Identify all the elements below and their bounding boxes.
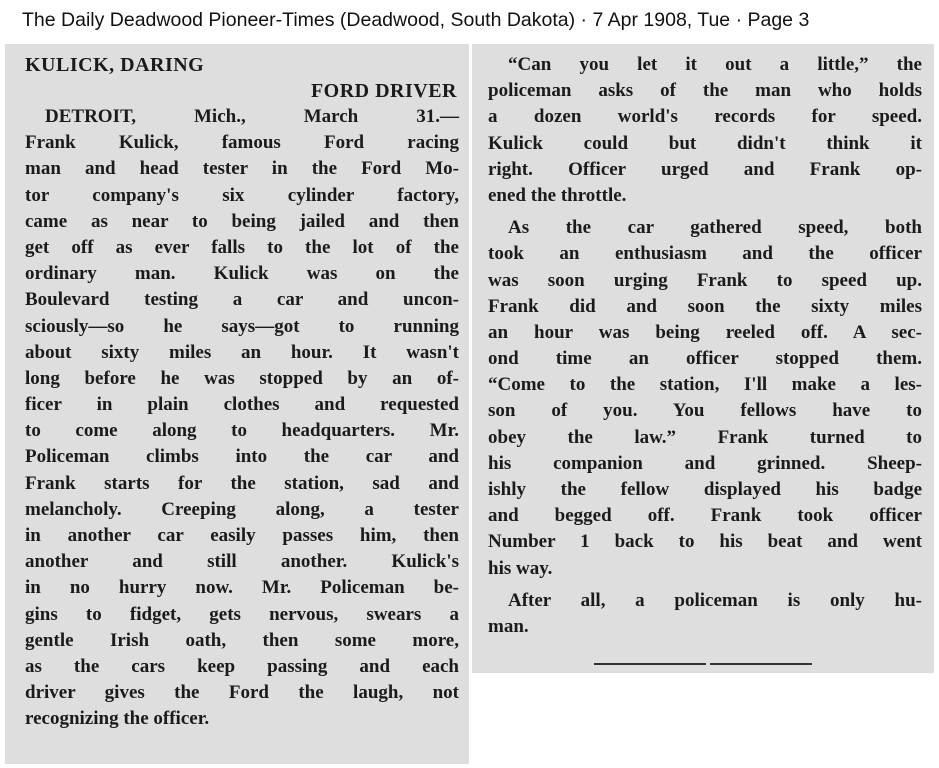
text-line: ond time an officer stopped them.	[488, 348, 922, 370]
headline-ford-driver: FORD DRIVER	[310, 80, 457, 102]
text-line: gentle Irish oath, then some more,	[25, 629, 459, 651]
text-line: another and still another. Kulick's	[25, 551, 459, 573]
text-line: tor company's six cylinder factory,	[25, 184, 459, 206]
text-line: in another car easily passes him, then	[25, 525, 459, 546]
text-line: As the car gathered speed, both	[508, 217, 922, 239]
text-line: policeman asks of the man who holds	[488, 80, 922, 102]
text-line: was soon urging Frank to speed up.	[488, 269, 922, 291]
text-line: an hour was being reeled off. A sec-	[488, 321, 922, 343]
text-line: Policeman climbs into the car and	[25, 446, 459, 468]
text-line: in no hurry now. Mr. Policeman be-	[25, 577, 459, 599]
text-line: ened the throttle.	[488, 184, 627, 206]
text-line: After all, a policeman is only hu-	[508, 589, 922, 611]
text-line: melancholy. Creeping along, a tester	[25, 498, 459, 520]
text-line: DETROIT, Mich., March 31.—	[45, 106, 459, 127]
text-line: and begged off. Frank took officer	[488, 505, 922, 527]
text-line: came as near to being jailed and then	[25, 210, 459, 232]
end-rule-left	[594, 663, 706, 665]
headline-kulick-daring: KULICK, DARING	[25, 54, 205, 76]
source-text: The Daily Deadwood Pioneer-Times (Deadwood, South Dakota) · 7 Apr 1908, Tue · Page 3	[22, 9, 810, 31]
text-line: get off as ever falls to the lot of the	[25, 236, 459, 258]
text-line: man.	[488, 615, 529, 637]
text-line: Boulevard testing a car and uncon-	[25, 289, 459, 311]
text-line: about sixty miles an hour. It wasn't	[25, 341, 459, 363]
text-line: Frank starts for the station, sad and	[25, 472, 459, 494]
text-line: gins to fidget, gets nervous, swears a	[25, 603, 459, 625]
text-line: long before he was stopped by an of-	[25, 367, 459, 389]
article-right-column	[472, 44, 934, 673]
text-line: sciously—so he says—got to running	[25, 315, 459, 337]
text-line: Frank did and soon the sixty miles	[488, 295, 922, 317]
clipping-source-header	[0, 0, 939, 40]
text-line: recognizing the officer.	[25, 708, 210, 730]
text-line: Number 1 back to his beat and went	[488, 531, 922, 553]
text-line: to come along to headquarters. Mr.	[25, 420, 459, 442]
text-line: driver gives the Ford the laugh, not	[25, 682, 459, 704]
paragraph-after-all	[488, 588, 922, 640]
text-line: “Can you let it out a little,” the	[508, 54, 922, 75]
text-line: ficer in plain clothes and requested	[25, 394, 459, 416]
paragraph-gathered-speed	[488, 215, 922, 582]
text-line: son of you. You fellows have to	[488, 400, 922, 422]
text-line: Frank Kulick, famous Ford racing	[25, 132, 459, 154]
text-line: his way.	[488, 557, 553, 579]
text-line: Kulick could but didn't think it	[488, 132, 922, 154]
text-line: a dozen world's records for speed.	[488, 106, 922, 128]
article-left-column	[5, 44, 469, 764]
text-line: his companion and grinned. Sheep-	[488, 452, 922, 474]
text-line: took an enthusiasm and the officer	[488, 243, 922, 265]
text-line: ishly the fellow displayed his badge	[488, 479, 922, 500]
article-body-left	[25, 104, 459, 733]
text-line: obey the law.” Frank turned to	[488, 426, 922, 448]
text-line: as the cars keep passing and each	[25, 655, 459, 677]
end-rule-right	[710, 663, 812, 665]
text-line: ordinary man. Kulick was on the	[25, 263, 459, 285]
text-line: man and head tester in the Ford Mo-	[25, 158, 459, 180]
text-line: “Come to the station, I'll make a les-	[488, 374, 922, 396]
paragraph-let-it-out	[488, 52, 922, 209]
text-line: right. Officer urged and Frank op-	[488, 158, 922, 180]
